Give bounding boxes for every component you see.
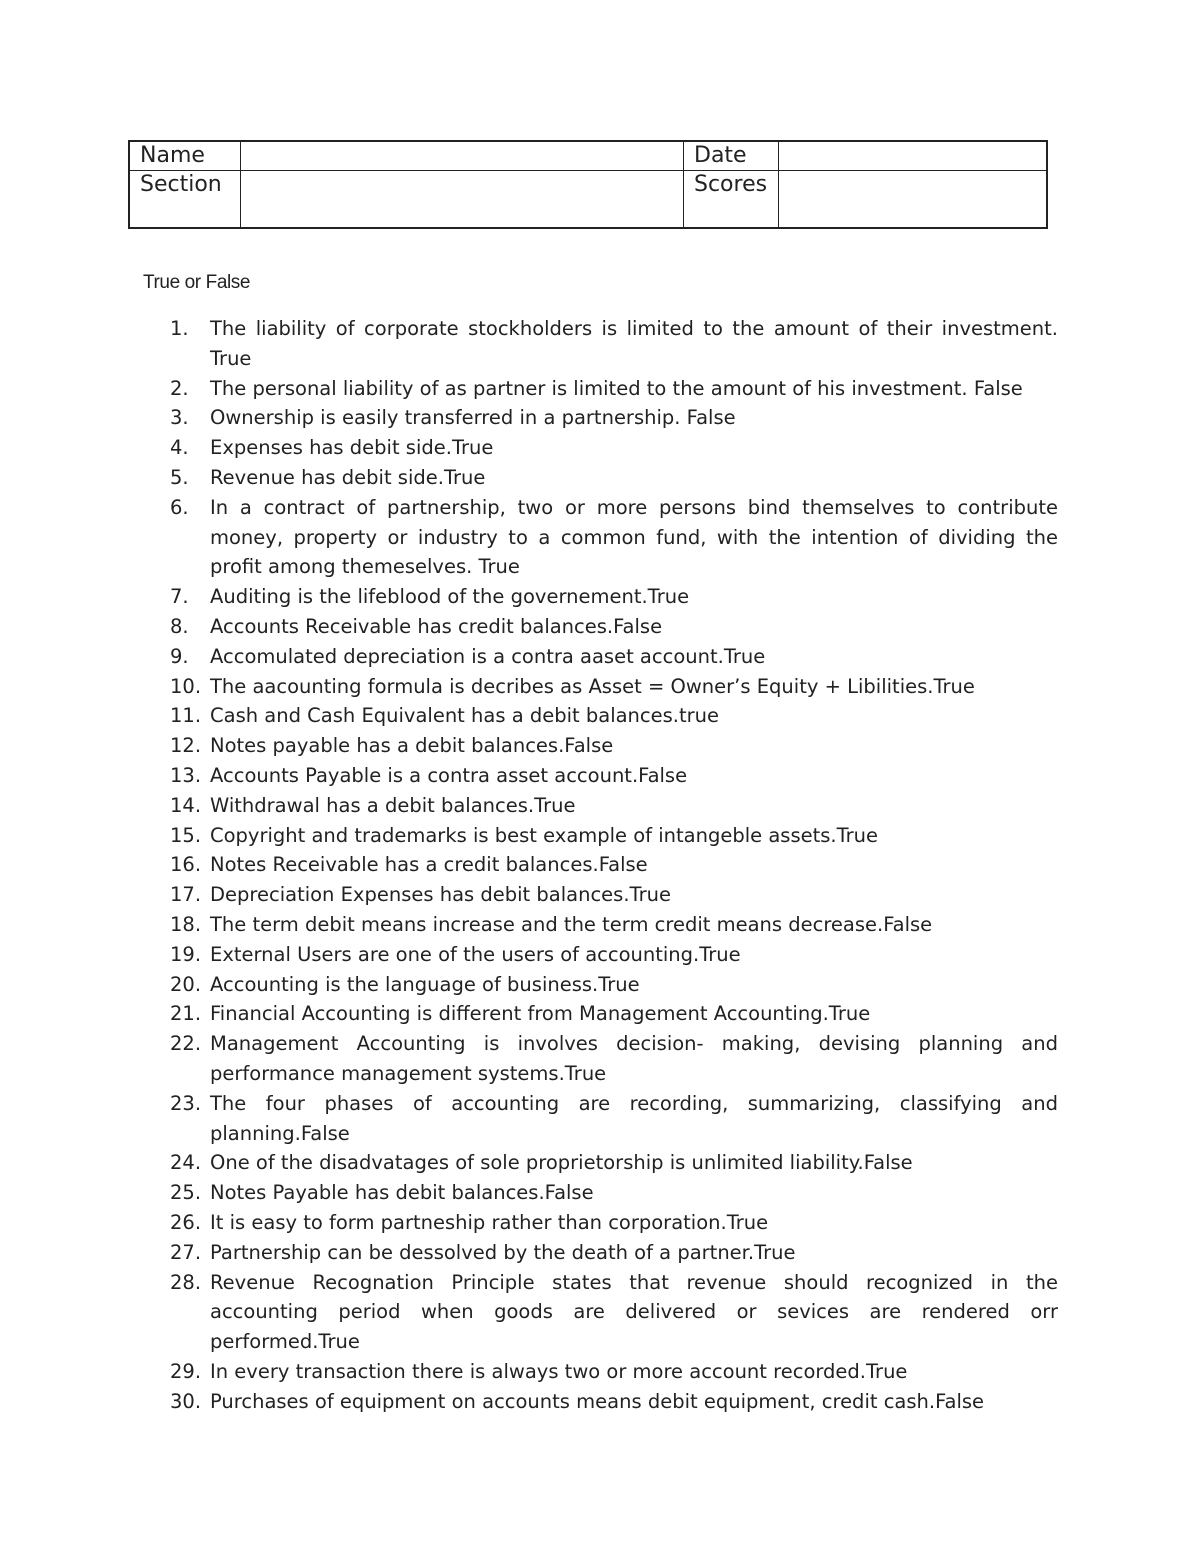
name-field[interactable] <box>241 141 684 171</box>
section-field[interactable] <box>241 171 684 229</box>
question-item <box>170 1268 1058 1357</box>
question-number: 30. <box>170 1389 202 1413</box>
question-number: 20. <box>170 972 202 996</box>
question-text: Accomulated depreciation is a contra aaset account.True <box>210 644 766 668</box>
question-text: Management Accounting is involves decision- making, devising planning and performance management systems.True <box>210 1032 1058 1085</box>
quiz-title: True or False <box>143 272 251 293</box>
question-item <box>170 791 1058 821</box>
question-text: Notes Payable has debit balances.False <box>210 1181 594 1205</box>
question-item <box>170 433 1058 463</box>
question-text: The personal liability of as partner is limited to the amount of his investment. False <box>210 376 1023 400</box>
question-text: Partnership can be dessolved by the death of a partner.True <box>210 1240 796 1264</box>
question-item <box>170 880 1058 910</box>
question-item <box>170 910 1058 940</box>
question-text: Cash and Cash Equivalent has a debit balances.true <box>210 704 720 728</box>
question-number: 25. <box>170 1181 202 1205</box>
question-item <box>170 642 1058 672</box>
question-number: 24. <box>170 1151 202 1175</box>
question-number: 7. <box>170 585 189 609</box>
question-text: Accounts Receivable has credit balances.False <box>210 614 663 638</box>
question-text: It is easy to form partneship rather than corporation.True <box>210 1210 769 1234</box>
question-number: 9. <box>170 644 189 668</box>
question-item <box>170 1178 1058 1208</box>
question-number: 29. <box>170 1359 202 1383</box>
question-text: Notes payable has a debit balances.False <box>210 734 614 758</box>
question-text: Expenses has debit side.True <box>210 436 494 460</box>
question-number: 16. <box>170 853 202 877</box>
question-item <box>170 999 1058 1029</box>
question-item <box>170 1208 1058 1238</box>
question-text: Notes Receivable has a credit balances.False <box>210 853 648 877</box>
question-text: Depreciation Expenses has debit balances.True <box>210 883 671 907</box>
question-item <box>170 970 1058 1000</box>
question-number: 17. <box>170 883 202 907</box>
question-item <box>170 1148 1058 1178</box>
question-text: One of the disadvatages of sole proprietorship is unlimited liability.False <box>210 1151 913 1175</box>
question-item <box>170 672 1058 702</box>
question-item <box>170 582 1058 612</box>
question-text: The liability of corporate stockholders is limited to the amount of their investment. True <box>210 317 1058 370</box>
question-text: In every transaction there is always two or more account recorded.True <box>210 1359 908 1383</box>
question-item <box>170 731 1058 761</box>
question-text: Financial Accounting is different from Management Accounting.True <box>210 1002 871 1026</box>
question-number: 3. <box>170 406 189 430</box>
question-number: 27. <box>170 1240 202 1264</box>
question-number: 26. <box>170 1210 202 1234</box>
question-text: Withdrawal has a debit balances.True <box>210 793 576 817</box>
question-number: 4. <box>170 436 189 460</box>
question-text: In a contract of partnership, two or more persons bind themselves to contribute money, property or industry to a common fund, with the intention of dividing the profit among themeselves. True <box>210 495 1058 579</box>
question-text: Accounting is the language of business.True <box>210 972 640 996</box>
question-text: Ownership is easily transferred in a partnership. False <box>210 406 736 430</box>
question-text: Accounts Payable is a contra asset account.False <box>210 763 688 787</box>
question-number: 11. <box>170 704 202 728</box>
question-list <box>170 314 1058 1416</box>
question-text: Revenue Recognation Principle states that revenue should recognized in the accounting period when goods are delivered or sevices are rendered orr performed.True <box>210 1270 1058 1354</box>
question-text: The four phases of accounting are recording, summarizing, classifying and planning.False <box>210 1091 1058 1145</box>
section-label: Section <box>129 171 241 229</box>
question-text: Copyright and trademarks is best example of intangeble assets.True <box>210 823 879 847</box>
name-label: Name <box>129 141 241 171</box>
question-item <box>170 701 1058 731</box>
question-number: 13. <box>170 763 202 787</box>
question-number: 23. <box>170 1091 202 1115</box>
question-number: 18. <box>170 912 202 936</box>
student-info-table <box>128 140 1048 229</box>
question-number: 28. <box>170 1270 202 1294</box>
question-number: 21. <box>170 1002 202 1026</box>
date-field[interactable] <box>779 141 1048 171</box>
question-number: 19. <box>170 942 202 966</box>
question-item <box>170 463 1058 493</box>
question-number: 2. <box>170 376 189 400</box>
question-item <box>170 1089 1058 1149</box>
question-number: 1. <box>170 317 189 340</box>
question-item <box>170 403 1058 433</box>
question-number: 5. <box>170 465 189 489</box>
scores-field[interactable] <box>779 171 1048 229</box>
question-number: 6. <box>170 495 189 519</box>
question-number: 22. <box>170 1032 202 1056</box>
question-item <box>170 612 1058 642</box>
scores-label: Scores <box>684 171 779 229</box>
question-item <box>170 374 1058 404</box>
question-number: 14. <box>170 793 202 817</box>
question-text: External Users are one of the users of accounting.True <box>210 942 741 966</box>
question-text: Auditing is the lifeblood of the governement.True <box>210 585 690 609</box>
question-text: The aacounting formula is decribes as Asset = Owner’s Equity + Libilities.True <box>210 674 975 698</box>
question-number: 8. <box>170 614 189 638</box>
question-item <box>170 850 1058 880</box>
question-item <box>170 1357 1058 1387</box>
question-item <box>170 493 1058 582</box>
question-text: Purchases of equipment on accounts means debit equipment, credit cash.False <box>210 1389 985 1413</box>
question-item <box>170 940 1058 970</box>
question-item <box>170 1238 1058 1268</box>
question-item <box>170 761 1058 791</box>
question-item <box>170 314 1058 374</box>
question-number: 12. <box>170 734 202 758</box>
question-item <box>170 1029 1058 1089</box>
question-text: The term debit means increase and the term credit means decrease.False <box>210 912 933 936</box>
question-item <box>170 821 1058 851</box>
question-item <box>170 1387 1058 1417</box>
question-text: Revenue has debit side.True <box>210 465 486 489</box>
date-label: Date <box>684 141 779 171</box>
question-number: 10. <box>170 674 202 698</box>
question-number: 15. <box>170 823 202 847</box>
